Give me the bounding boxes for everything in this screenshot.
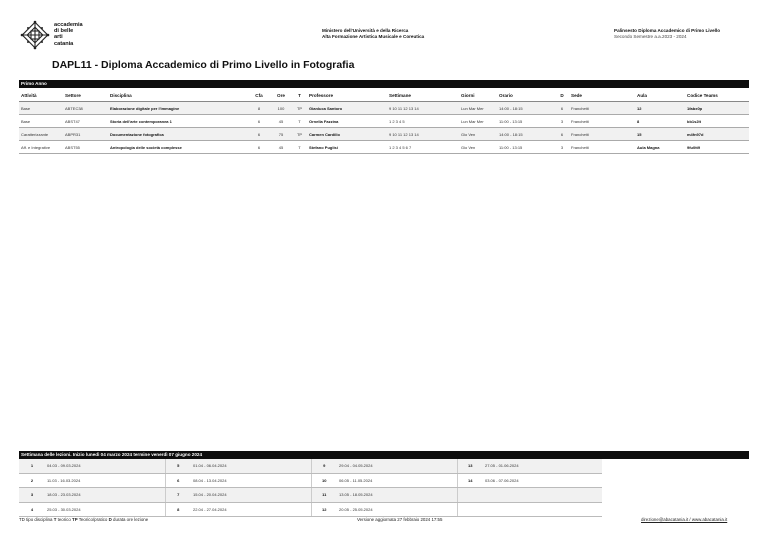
week-number: 9 — [311, 459, 337, 473]
cell-settimane: 9 10 11 12 13 14 — [387, 102, 459, 115]
cell-teams-code: 1fabx0p — [685, 102, 749, 115]
column-header: Sede — [569, 89, 635, 102]
week-dates: 13.05 - 18.05.2024 — [337, 488, 457, 503]
logo-line: di belle — [54, 28, 74, 35]
week-dates: 20.05 - 25.05.2024 — [337, 502, 457, 517]
week-number: 8 — [165, 502, 191, 517]
cell-giorni: Gio Ven — [459, 141, 497, 154]
column-header: D — [555, 89, 569, 102]
cell-giorni: Lun Mar Mer — [459, 115, 497, 128]
cell-tipo: T — [292, 115, 307, 128]
column-header: Professore — [307, 89, 387, 102]
cell-aula: Aula Magna — [635, 141, 685, 154]
ministry-line-1: Ministero dell'Università e della Ricerca — [322, 28, 409, 33]
weeks-label-bar: Settimana delle lezioni. Inizio lunedì 04 marzo 2024 termine venerdì 07 giugno 2024 — [19, 451, 749, 459]
cell-teams-code: 9fu0tt9 — [685, 141, 749, 154]
column-header: Cfa — [248, 89, 270, 102]
cell-tipo: TP — [292, 128, 307, 141]
cell-disciplina: Antropologia delle società complesse — [108, 141, 248, 154]
weeks-row — [19, 459, 602, 473]
legend-text: tipo disciplina — [26, 517, 53, 522]
version-text: Versione aggiornata 27 febbraio 2024 17:55 — [357, 517, 443, 522]
week-dates: 15.04 - 20.04.2024 — [191, 488, 311, 503]
column-header: Codice Teams — [685, 89, 749, 102]
cell-sede: Franchetti — [569, 141, 635, 154]
page-header — [0, 0, 768, 60]
week-dates: 18.03 - 23.03.2024 — [45, 488, 165, 503]
cell-settore: ABTEC38 — [63, 102, 108, 115]
column-header: Giorni — [459, 89, 497, 102]
ministry-line-2: Alta Formazione Artistica Musicale e Coreutica — [322, 34, 425, 39]
weeks-row — [19, 473, 602, 488]
cell-orario: 14:00 - 18:15 — [497, 102, 555, 115]
cell-ore: 75 — [270, 128, 292, 141]
cell-durata: 6 — [555, 128, 569, 141]
legend-text: durata ore lezione — [113, 517, 149, 522]
column-header: Aula — [635, 89, 685, 102]
week-number: 12 — [311, 502, 337, 517]
week-number — [457, 488, 483, 503]
cell-aula: 12 — [635, 102, 685, 115]
cell-tipo: TP — [292, 102, 307, 115]
table-row — [19, 102, 749, 115]
cell-durata: 6 — [555, 102, 569, 115]
week-dates — [483, 502, 602, 517]
week-number: 5 — [165, 459, 191, 473]
cell-settore: ABPR31 — [63, 128, 108, 141]
week-number: 2 — [19, 473, 45, 488]
year-label-bar: Primo Anno — [19, 80, 749, 88]
cell-attivita: Base — [19, 102, 63, 115]
table-row — [19, 128, 749, 141]
palinsesto-subtitle: Secondo Semestre a.a.2023 - 2024 — [614, 34, 687, 39]
week-dates: 11.03 - 16.03.2024 — [45, 473, 165, 488]
cell-giorni: Lun Mar Mer — [459, 102, 497, 115]
column-header: Orario — [497, 89, 555, 102]
cell-orario: 11:00 - 13:15 — [497, 141, 555, 154]
cell-sede: Franchetti — [569, 102, 635, 115]
cell-attivita: Caratterizzante — [19, 128, 63, 141]
weeks-table — [19, 459, 602, 517]
week-dates: 06.05 - 11.05.2024 — [337, 473, 457, 488]
column-header: Settore — [63, 89, 108, 102]
logo-line: accademia — [54, 22, 83, 28]
week-dates: 25.03 - 30.03.2024 — [45, 502, 165, 517]
column-header: T — [292, 89, 307, 102]
week-number: 7 — [165, 488, 191, 503]
cell-aula: 8 — [635, 115, 685, 128]
table-row — [19, 115, 749, 128]
week-number: 13 — [457, 459, 483, 473]
legend-tp: TP — [72, 517, 78, 522]
ministry-block — [322, 28, 424, 40]
week-number: 10 — [311, 473, 337, 488]
cell-teams-code: bb1s2lt — [685, 115, 749, 128]
cell-cfa: 6 — [248, 141, 270, 154]
week-number: 1 — [19, 459, 45, 473]
contacts-link[interactable]: direzione@abacatania.it / www.abacatania.it — [641, 517, 728, 522]
cell-disciplina: Elaborazione digitale per l'immagine — [108, 102, 248, 115]
cell-cfa: 6 — [248, 115, 270, 128]
cell-durata: 3 — [555, 141, 569, 154]
cell-disciplina: Storia dell'arte contemporanea 1 — [108, 115, 248, 128]
legend-td: TD — [19, 517, 25, 522]
week-number: 6 — [165, 473, 191, 488]
cell-durata: 3 — [555, 115, 569, 128]
cell-ore: 100 — [270, 102, 292, 115]
cell-attivita: Aff. e Integrative — [19, 141, 63, 154]
logo-line: arti — [54, 34, 63, 41]
column-header: Settimane — [387, 89, 459, 102]
academy-logo-icon — [20, 20, 50, 50]
cell-sede: Franchetti — [569, 128, 635, 141]
courses-table — [19, 89, 749, 154]
legend-text: teorico — [57, 517, 71, 522]
cell-professore: Stefano Puglisi — [307, 141, 387, 154]
week-number: 4 — [19, 502, 45, 517]
cell-cfa: 6 — [248, 128, 270, 141]
week-dates: 01.04 - 06.04.2024 — [191, 459, 311, 473]
week-number: 11 — [311, 488, 337, 503]
cell-sede: Franchetti — [569, 115, 635, 128]
cell-orario: 14:00 - 18:15 — [497, 128, 555, 141]
week-number — [457, 502, 483, 517]
legend-text: Teorico/pratico — [78, 517, 108, 522]
cell-settore: ABST47 — [63, 115, 108, 128]
cell-settimane: 1 2 3 4 5 6 7 — [387, 141, 459, 154]
table-row — [19, 141, 749, 154]
cell-disciplina: Documentazione fotografica — [108, 128, 248, 141]
courses-header-row — [19, 89, 749, 102]
weeks-row — [19, 502, 602, 517]
week-dates: 04.03 - 09.03.2024 — [45, 459, 165, 473]
legend-t: T — [53, 517, 57, 522]
column-header: Attività — [19, 89, 63, 102]
logo-line: catania — [54, 40, 74, 47]
cell-aula: 15 — [635, 128, 685, 141]
palinsesto-block — [614, 28, 720, 40]
legend-d: D — [108, 517, 112, 522]
cell-teams-code: m4fn97d — [685, 128, 749, 141]
cell-ore: 45 — [270, 115, 292, 128]
week-dates: 03.06 - 07.06.2024 — [483, 473, 602, 488]
weeks-row — [19, 488, 602, 503]
cell-tipo: T — [292, 141, 307, 154]
cell-professore: Carmen Cardillo — [307, 128, 387, 141]
week-dates: 22.04 - 27.04.2024 — [191, 502, 311, 517]
week-number: 14 — [457, 473, 483, 488]
week-number: 3 — [19, 488, 45, 503]
cell-professore: Gianluca Santoro — [307, 102, 387, 115]
cell-professore: Ornella Fazzina — [307, 115, 387, 128]
column-header: Ore — [270, 89, 292, 102]
cell-ore: 45 — [270, 141, 292, 154]
week-dates: 27.05 - 01.06.2024 — [483, 459, 602, 473]
cell-attivita: Base — [19, 115, 63, 128]
week-dates — [483, 488, 602, 503]
palinsesto-title: Palinsesto Diploma Accademico di Primo Livello — [614, 28, 721, 33]
cell-orario: 11:00 - 13:15 — [497, 115, 555, 128]
cell-settore: ABST55 — [63, 141, 108, 154]
page-title: DAPL11 - Diploma Accademico di Primo Livello in Fotografia — [52, 59, 355, 71]
week-dates: 08.04 - 13.04.2024 — [191, 473, 311, 488]
cell-settimane: 1 2 3 4 5 — [387, 115, 459, 128]
footer-legend — [19, 517, 148, 522]
cell-settimane: 9 10 11 12 13 14 — [387, 128, 459, 141]
cell-giorni: Gio Ven — [459, 128, 497, 141]
cell-cfa: 8 — [248, 102, 270, 115]
academy-logo-text — [54, 22, 83, 47]
week-dates: 29.04 - 04.05.2024 — [337, 459, 457, 473]
column-header: Disciplina — [108, 89, 248, 102]
